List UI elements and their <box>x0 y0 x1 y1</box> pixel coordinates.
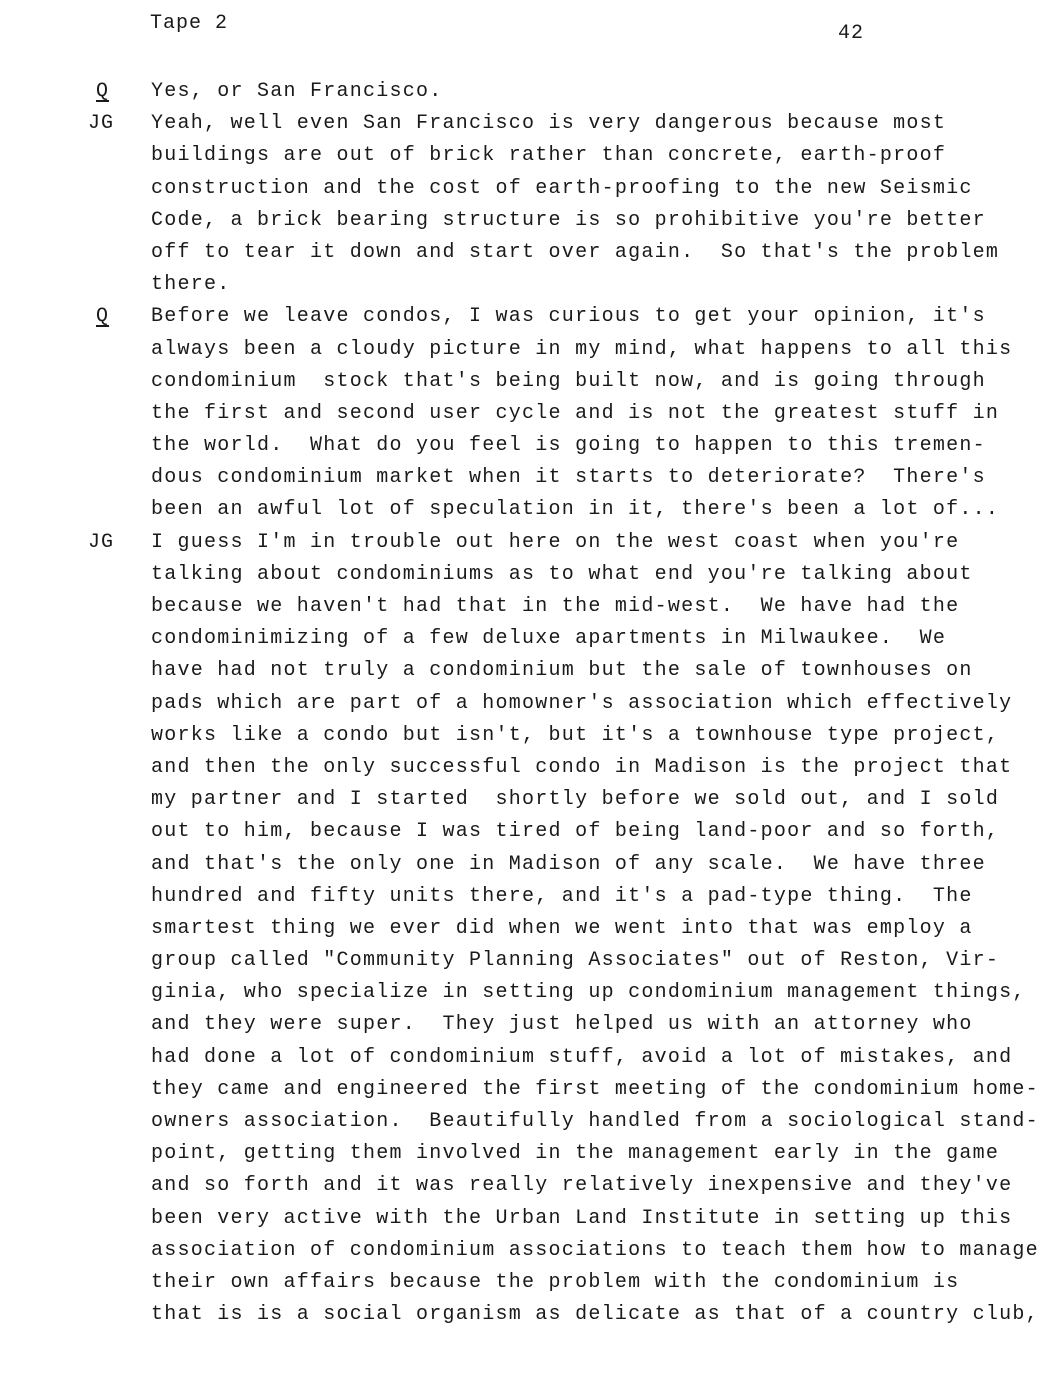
transcript-line: condominimizing of a few deluxe apartments in Milwaukee. We <box>151 627 947 651</box>
transcript-line: there. <box>151 273 231 297</box>
transcript-line: group called "Community Planning Associates" out of Reston, Vir- <box>151 949 1000 973</box>
transcript-line: owners association. Beautifully handled from a sociological stand- <box>151 1110 1039 1133</box>
transcript-line: and so forth and it was really relatively inexpensive and they've <box>151 1174 1013 1198</box>
transcript-line: that is is a social organism as delicate as that of a country club, <box>151 1303 1039 1327</box>
transcript-line: Code, a brick bearing structure is so prohibitive you're better <box>151 208 986 232</box>
transcript-line: Yes, or San Francisco. <box>151 80 443 103</box>
speaker-label: JG <box>88 530 115 554</box>
transcript-line: always been a cloudy picture in my mind, what happens to all this <box>151 337 1013 361</box>
transcript-line: been an awful lot of speculation in it, there's been a lot of... <box>151 498 1000 522</box>
transcript-line: hundred and fifty units there, and it's a pad-type thing. The <box>151 884 973 908</box>
transcript-line: they came and engineered the first meeting of the condominium home- <box>151 1077 1039 1101</box>
transcript-line: Yeah, well even San Francisco is very dangerous because most <box>151 112 947 136</box>
transcript-line: had done a lot of condominium stuff, avoid a lot of mistakes, and <box>151 1045 1013 1069</box>
transcript-line: works like a condo but isn't, but it's a townhouse type project, <box>151 723 1000 747</box>
transcript-line: off to tear it down and start over again. So that's the problem <box>151 240 1000 264</box>
transcript-turn <box>0 527 1064 1332</box>
transcript-body <box>0 76 1064 1331</box>
transcript-line: have had not truly a condominium but the sale of townhouses on <box>151 659 973 683</box>
transcript-line: out to him, because I was tired of being land-poor and so forth, <box>151 820 1000 844</box>
transcript-line: and that's the only one in Madison of any scale. We have three <box>151 852 986 876</box>
transcript-line: Before we leave condos, I was curious to get your opinion, it's <box>151 305 986 329</box>
speaker-label: Q <box>96 305 110 329</box>
transcript-turn <box>0 108 1064 301</box>
page-number: 42 <box>838 22 865 45</box>
transcript-line: construction and the cost of earth-proofing to the new Seismic <box>151 176 973 200</box>
transcript-line: pads which are part of a homowner's association which effectively <box>151 691 1013 715</box>
transcript-line: their own affairs because the problem with the condominium is <box>151 1270 960 1294</box>
transcript-line: and they were super. They just helped us with an attorney who <box>151 1013 973 1037</box>
transcript-line: talking about condominiums as to what end you're talking about <box>151 562 973 586</box>
transcript-line: the first and second user cycle and is not the greatest stuff in <box>151 401 1000 425</box>
tape-label: Tape 2 <box>150 12 229 35</box>
transcript-line: and then the only successful condo in Madison is the project that <box>151 755 1013 779</box>
speaker-label: Q <box>96 80 110 103</box>
speaker-label: JG <box>88 112 115 136</box>
transcript-line: I guess I'm in trouble out here on the west coast when you're <box>151 530 960 554</box>
transcript-line: been very active with the Urban Land Institute in setting up this <box>151 1206 1013 1230</box>
transcript-line: smartest thing we ever did when we went into that was employ a <box>151 916 973 940</box>
transcript-line: ginia, who specialize in setting up condominium management things, <box>151 981 1026 1005</box>
transcript-turn <box>0 301 1064 526</box>
transcript-line: buildings are out of brick rather than concrete, earth-proof <box>151 144 947 168</box>
transcript-line: the world. What do you feel is going to happen to this tremen- <box>151 434 986 458</box>
transcript-line: point, getting them involved in the management early in the game <box>151 1142 1000 1166</box>
transcript-line: my partner and I started shortly before we sold out, and I sold <box>151 788 1000 812</box>
transcript-line: because we haven't had that in the mid-west. We have had the <box>151 595 960 618</box>
transcript-turn <box>0 76 1064 108</box>
transcript-line: condominium stock that's being built now, and is going through <box>151 369 986 393</box>
transcript-line: association of condominium associations to teach them how to manage <box>151 1238 1039 1262</box>
transcript-line: dous condominium market when it starts to deteriorate? There's <box>151 466 986 490</box>
